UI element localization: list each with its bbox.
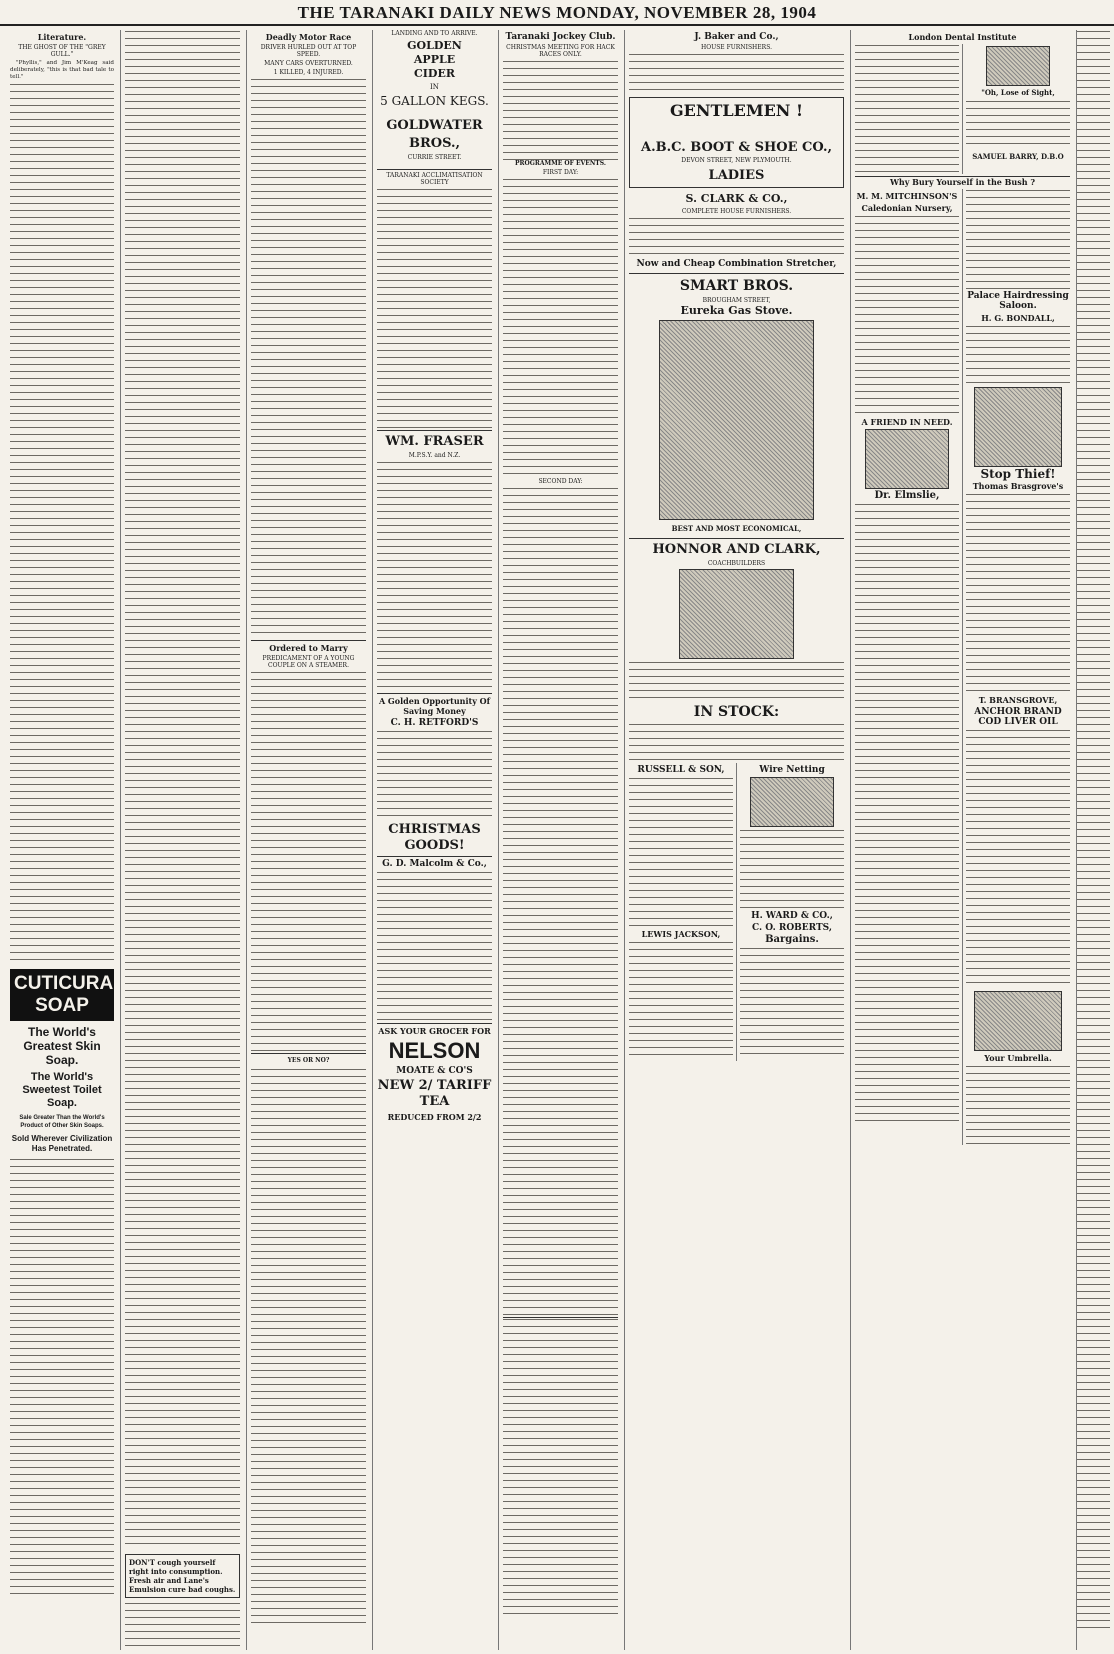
lose-sight-heading: "Oh, Lose of Sight,	[981, 88, 1055, 97]
jockey-officers	[503, 60, 618, 160]
sight-illustration	[986, 46, 1050, 86]
first-day-events	[503, 178, 618, 478]
marry-body	[251, 671, 366, 1051]
emulsion-advert: DON'T cough yourself right into consumption. Fresh air and Lane's Emulsion cure bad coughs.	[125, 1554, 240, 1598]
acclimatisation-body	[377, 188, 492, 428]
lewis-heading: LEWIS JACKSON,	[641, 929, 721, 939]
yes-no-body	[251, 1068, 366, 1628]
jockey-heading: Taranaki Jockey Club.	[505, 32, 616, 42]
moate-heading: MOATE & CO'S	[396, 1066, 473, 1076]
fraser-sub: M.P.S.Y. and N.Z.	[408, 452, 461, 459]
baker-sub: HOUSE FURNISHERS.	[700, 44, 772, 51]
brasgrove-heading: Thomas Brasgrove's	[972, 481, 1064, 491]
elmslie-body	[855, 503, 959, 1123]
friend-illustration	[865, 429, 949, 489]
motor-race-heading: Deadly Motor Race	[265, 32, 352, 42]
golden-opportunity: A Golden Opportunity Of Saving Money	[377, 693, 492, 716]
malcolm-heading: G. D. Malcolm & Co.,	[377, 856, 492, 869]
ask-grocer: ASK YOUR GROCER FOR	[377, 1023, 492, 1036]
second-day: SECOND DAY:	[538, 478, 583, 485]
nelson-brand: NELSON	[388, 1038, 481, 1063]
russell-heading: RUSSELL & SON,	[637, 765, 725, 775]
eureka-heading: Eureka Gas Stove.	[680, 304, 793, 317]
jockey-sub: CHRISTMAS MEETING FOR HACK RACES ONLY.	[506, 44, 615, 58]
section-heading: Literature.	[37, 32, 87, 42]
gentlemen-heading: GENTLEMEN !	[670, 101, 803, 120]
brasgrove-body	[966, 493, 1070, 693]
clark-body	[629, 217, 844, 257]
cuticura-tag2: The World's Sweetest Toilet Soap.	[22, 1071, 102, 1109]
umbrella-body	[966, 1065, 1070, 1145]
story-opening: "Phyllis," and Jim M'Keag said deliberately, "this is that bad tale to tell."	[10, 60, 114, 80]
christmas-goods: CHRISTMAS GOODS!	[388, 822, 481, 853]
cider-line-5: 5 GALLON KEGS.	[380, 94, 489, 108]
emulsion-body	[125, 1602, 240, 1650]
anchor-body	[966, 729, 1070, 989]
stretcher-heading: Now and Cheap Combination Stretcher,	[636, 259, 837, 269]
friend-heading: A FRIEND IN NEED.	[861, 417, 953, 427]
column-adverts-1	[372, 30, 496, 1650]
cuticura-tag4: Sold Wherever Civilization Has Penetrated.	[11, 1134, 113, 1153]
umbrella-illustration	[974, 991, 1062, 1051]
dental-body	[855, 44, 959, 174]
boot-heading: A.B.C. BOOT & SHOE CO.,	[640, 140, 833, 155]
story-body	[10, 83, 114, 963]
edge-text	[1077, 30, 1110, 1630]
lewis-body	[629, 941, 733, 1061]
bush-heading: Why Bury Yourself in the Bush ?	[855, 176, 1070, 187]
motor-race-sub2: MANY CARS OVERTURNED.	[264, 60, 353, 67]
cider-line-2: APPLE	[413, 53, 456, 66]
baker-heading: J. Baker and Co.,	[694, 32, 779, 42]
best-economical: BEST AND MOST ECONOMICAL,	[671, 524, 802, 533]
column-news	[246, 30, 370, 1650]
in-stock-heading: IN STOCK:	[693, 704, 780, 720]
anchor-heading: ANCHOR BRAND COD LIVER OIL	[974, 707, 1062, 727]
column-story-continued	[120, 30, 244, 1650]
cuticura-tag3: Sale Greater Than the World's Product of Other Skin Soaps.	[19, 1115, 105, 1129]
marry-heading: Ordered to Marry	[251, 640, 366, 653]
wire-body	[740, 829, 844, 909]
malcolm-body	[377, 871, 492, 1021]
fraser-heading: WM. FRASER	[377, 430, 492, 450]
page-title: THE TARANAKI DAILY NEWS MONDAY, NOVEMBER 28, 1904	[297, 3, 817, 22]
umbrella-heading: Your Umbrella.	[984, 1053, 1052, 1063]
column-adverts-2	[624, 30, 848, 1650]
barry-heading: SAMUEL BARRY, D.B.O	[972, 152, 1064, 161]
smart-sub: BROUGHAM STREET,	[702, 297, 771, 304]
stop-thief-illustration	[974, 387, 1062, 467]
honnor-heading: HONNOR AND CLARK,	[629, 538, 844, 558]
yes-no-heading: YES OR NO?	[251, 1053, 366, 1066]
bondall-body	[966, 325, 1070, 385]
elmslie-heading: Dr. Elmslie,	[874, 490, 940, 501]
palace-heading: Palace Hairdressing Saloon.	[967, 291, 1069, 311]
column-edge	[1076, 30, 1110, 1650]
school-of-music	[503, 1317, 618, 1617]
column-jockey-club	[498, 30, 622, 1650]
nursery-body	[855, 215, 959, 415]
reduced-price: REDUCED FROM 2/2	[387, 1112, 482, 1122]
cider-top: LANDING AND TO ARRIVE.	[391, 30, 478, 37]
transgrove-heading: T. BRANSGROVE,	[978, 695, 1058, 705]
bush-body	[966, 189, 1070, 289]
boot-advert	[629, 97, 844, 188]
first-day: FIRST DAY:	[542, 169, 579, 176]
motor-race-sub1: DRIVER HURLED OUT AT TOP SPEED.	[260, 44, 357, 58]
carriage-illustration	[679, 569, 794, 659]
cuticura-advert	[10, 969, 114, 1021]
masthead	[0, 0, 1114, 26]
honnor-sub: COACHBUILDERS	[707, 560, 766, 567]
bargains-body	[740, 947, 844, 1057]
bargains-heading: Bargains.	[765, 934, 819, 945]
acclimatisation-heading: TARANAKI ACCLIMATISATION SOCIETY	[377, 169, 492, 186]
boot-sub: DEVON STREET, NEW PLYMOUTH.	[681, 157, 792, 164]
column-adverts-3	[850, 30, 1074, 1650]
cider-line-4: IN	[430, 83, 439, 91]
nursery-heading: Caledonian Nursery,	[861, 203, 953, 213]
clark-heading: S. CLARK & CO.,	[685, 192, 788, 205]
sight-body	[966, 100, 1070, 150]
cuticura-body	[10, 1158, 114, 1598]
motor-race-sub3: 1 KILLED, 4 INJURED.	[273, 69, 344, 76]
mitchinson-heading: M. M. MITCHINSON'S	[856, 191, 958, 201]
column-literature	[6, 30, 118, 1650]
fraser-body	[377, 461, 492, 691]
retford-heading: C. H. RETFORD'S	[390, 718, 479, 728]
wire-heading: Wire Netting	[759, 765, 825, 775]
programme-heading: PROGRAMME OF EVENTS.	[515, 160, 606, 167]
motor-race-body	[251, 78, 366, 638]
honnor-body	[629, 661, 844, 701]
cider-line-3: CIDER	[414, 67, 455, 80]
wire-illustration	[750, 777, 834, 827]
dental-heading: London Dental Institute	[908, 32, 1017, 42]
cider-street: CURRIE STREET.	[407, 154, 462, 161]
cuticura-brand: CUTICURA SOAP	[14, 973, 114, 1016]
bondall-heading: H. G. BONDALL,	[981, 313, 1055, 323]
tariff-tea: NEW 2/ TARIFF TEA	[377, 1078, 492, 1109]
retford-body	[377, 730, 492, 820]
russell-body	[629, 777, 733, 927]
ladies-heading: LADIES	[708, 168, 765, 183]
cider-line-1: GOLDEN	[407, 39, 462, 52]
smart-heading: SMART BROS.	[629, 273, 844, 295]
stop-thief-heading: Stop Thief!	[980, 467, 1056, 481]
in-stock-body	[629, 723, 844, 763]
cuticura-tag1: The World's Greatest Skin Soap.	[23, 1025, 101, 1067]
story-title: THE GHOST OF THE "GREY GULL."	[18, 44, 106, 58]
marry-sub: PREDICAMENT OF A YOUNG COUPLE ON A STEAMER.	[262, 655, 355, 669]
clark-sub: COMPLETE HOUSE FURNISHERS.	[681, 208, 792, 215]
gas-stove-illustration	[659, 320, 814, 520]
roberts-heading: C. O. ROBERTS,	[752, 923, 832, 933]
story-continued-body	[125, 30, 240, 1550]
cider-firm: GOLDWATER BROS.,	[386, 118, 483, 151]
howard-heading: H. WARD & CO.,	[751, 911, 833, 921]
baker-body	[629, 53, 844, 93]
second-day-events	[503, 487, 618, 1317]
